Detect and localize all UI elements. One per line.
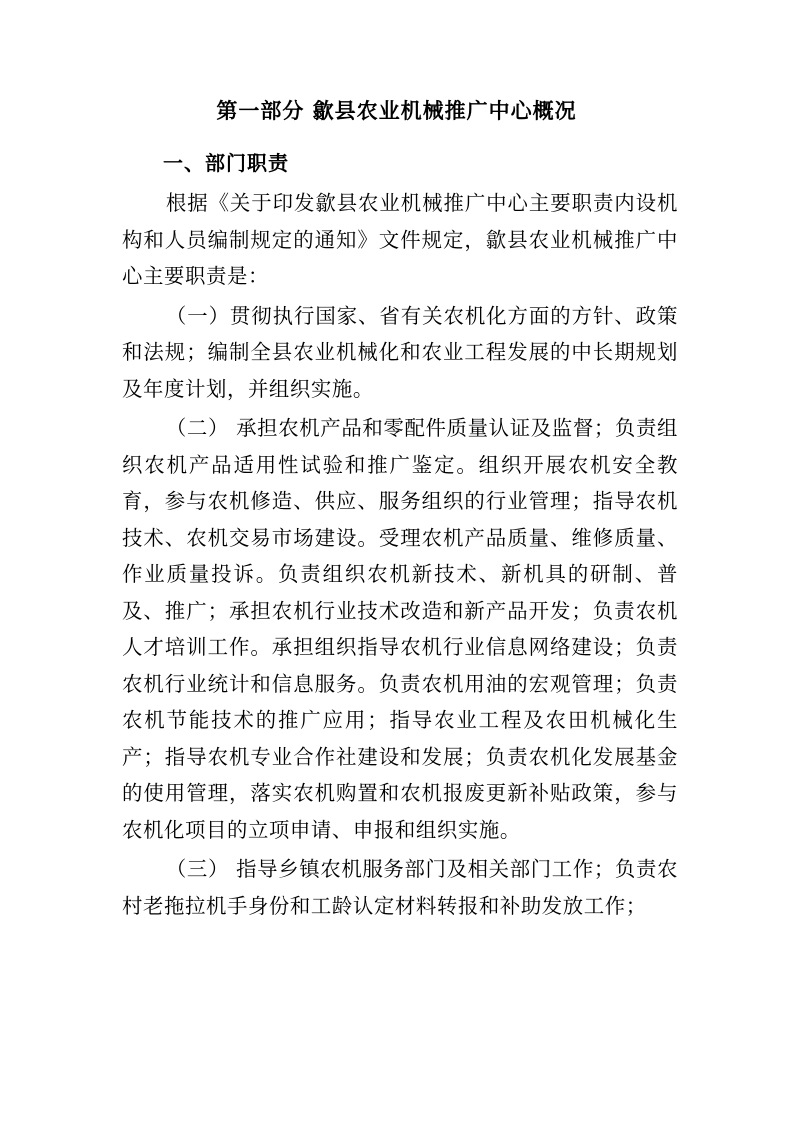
paragraph-item-2: （二） 承担农机产品和零配件质量认证及监督；负责组织农机产品适用性试验和推广鉴定。组织开展农机安全教育，参与农机修造、供应、服务组织的行业管理；指导农机技术、农机交易市场建设。受理农机产品质量、维修质量、作业质量投诉。负责组织农机新技术、新机具的研制、普及、推广；承担农机行业技术改造和新产品开发；负责农机人才培训工作。承担组织指导农机行业信息网络建设；负责农机行业统计和信息服务。负责农机用油的宏观管理；负责农机节能技术的推广应用；指导农业工程及农田机械化生产；指导农机专业合作社建设和发展；负责农机化发展基金的使用管理，落实农机购置和农机报废更新补贴政策，参与农机化项目的立项申请、申报和组织实施。 xyxy=(122,416,678,842)
paragraph-intro: 根据《关于印发歙县农业机械推广中心主要职责内设机构和人员编制规定的通知》文件规定，歙县农业机械推广中心主要职责是： xyxy=(122,191,678,288)
paragraph-item-1: （一）贯彻执行国家、省有关农机化方面的方针、政策和法规；编制全县农业机械化和农业工程发展的中长期规划及年度计划，并组织实施。 xyxy=(122,303,678,401)
page-title: 第一部分 歙县农业机械推广中心概况 xyxy=(216,99,577,123)
paragraph-item-3: （三） 指导乡镇农机服务部门及相关部门工作；负责农村老拖拉机手身份和工龄认定材料转报和补助发放工作； xyxy=(122,857,678,918)
document-body xyxy=(122,185,678,924)
section-heading: 一、部门职责 xyxy=(163,151,289,175)
